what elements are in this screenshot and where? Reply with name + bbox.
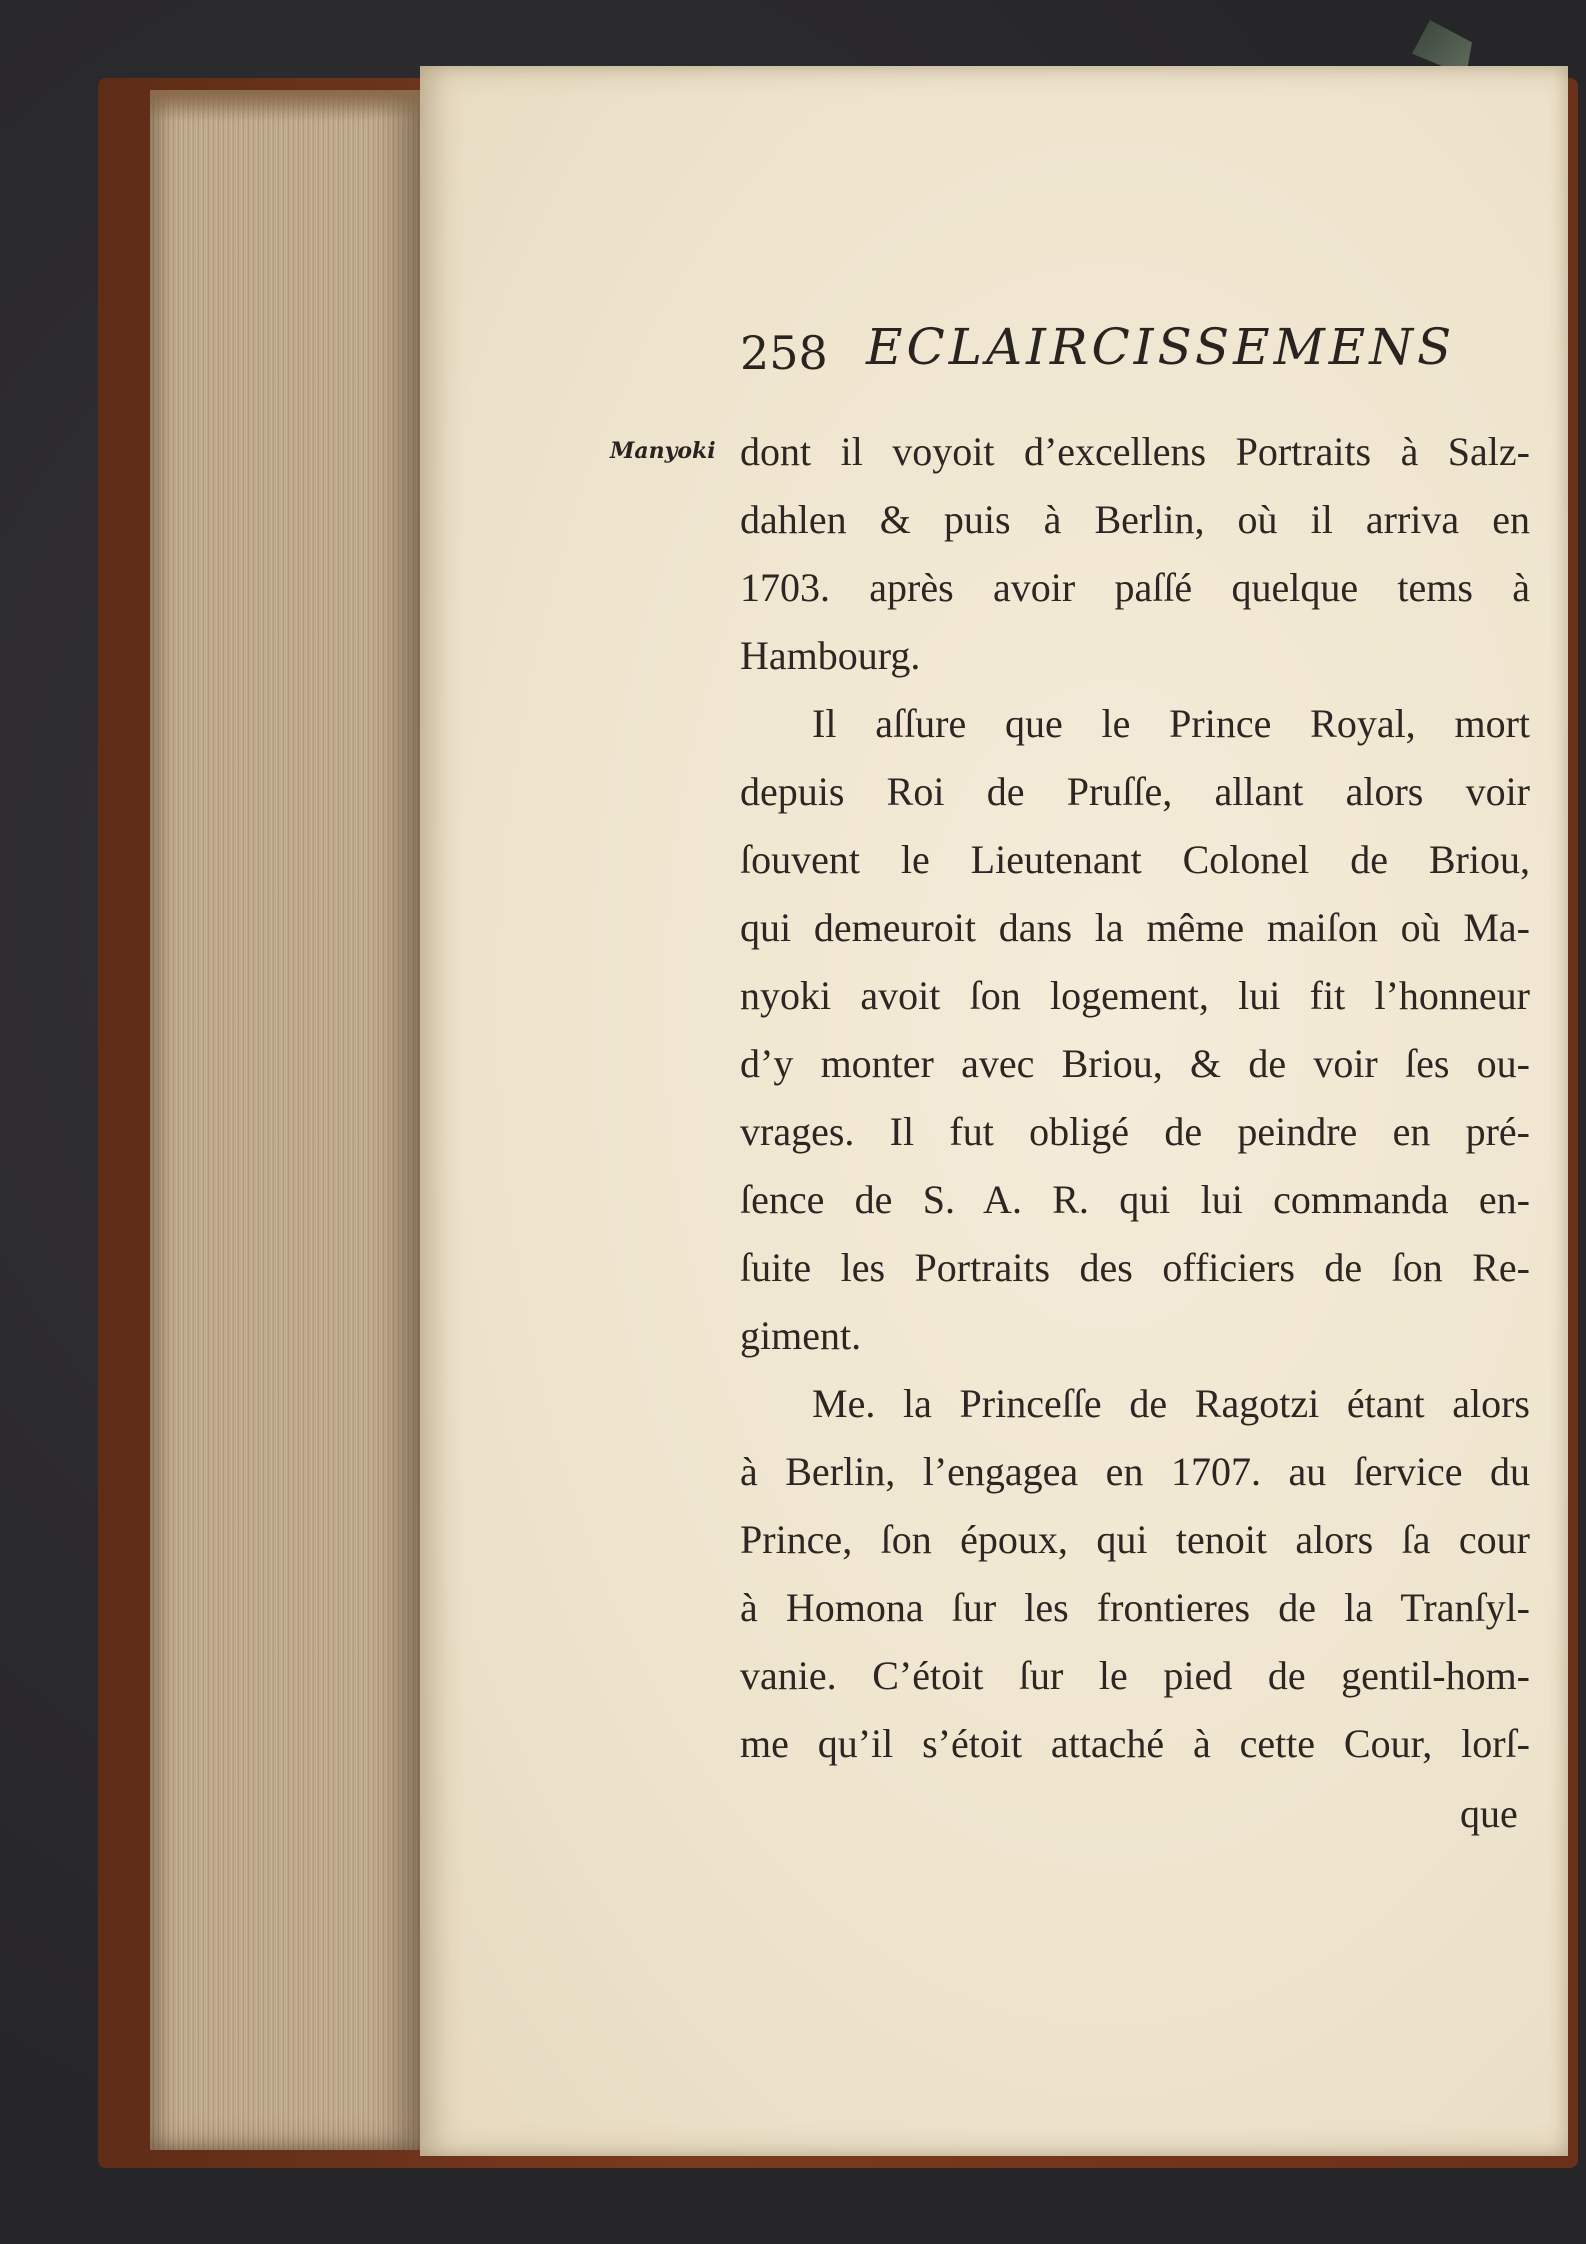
text-line: ſence de S. A. R. qui lui commanda en- <box>740 1177 1530 1222</box>
text-line: vrages. Il fut obligé de peindre en pré- <box>740 1109 1530 1154</box>
text-line: Me. la Princeſſe de Ragotzi étant alors <box>812 1381 1530 1426</box>
body-text <box>740 418 1530 1778</box>
text-line: à Homona ſur les frontieres de la Tranſyl- <box>740 1585 1530 1630</box>
text-line: ſuite les Portraits des officiers de ſon Re- <box>740 1245 1530 1290</box>
page-edge-shadow <box>150 90 420 120</box>
text-line: qui demeuroit dans la même maiſon où Ma- <box>740 905 1530 950</box>
page-number: 258 <box>740 326 828 380</box>
catchword: que <box>1460 1791 1518 1836</box>
margin-note: Manyoki <box>610 438 716 464</box>
text-line: dont il voyoit d’excellens Portraits à Salz- <box>740 429 1530 474</box>
running-title: ECLAIRCISSEMENS <box>866 318 1456 376</box>
page-fore-edge <box>150 90 420 2150</box>
text-line: giment. <box>740 1313 862 1358</box>
text-line: à Berlin, l’engagea en 1707. au ſervice du <box>740 1449 1530 1494</box>
text-line: depuis Roi de Pruſſe, allant alors voir <box>740 769 1530 814</box>
text-line: Hambourg. <box>740 633 921 678</box>
text-line: Prince, ſon époux, qui tenoit alors ſa cour <box>740 1517 1530 1562</box>
text-line: vanie. C’étoit ſur le pied de gentil-hom- <box>740 1653 1530 1698</box>
text-line: nyoki avoit ſon logement, lui fit l’honneur <box>740 973 1530 1018</box>
text-line: dahlen & puis à Berlin, où il arriva en <box>740 497 1530 542</box>
text-line: Il aſſure que le Prince Royal, mort <box>812 701 1530 746</box>
page-header <box>740 318 1520 388</box>
text-line: d’y monter avec Briou, & de voir ſes ou- <box>740 1041 1530 1086</box>
text-line: ſouvent le Lieutenant Colonel de Briou, <box>740 837 1530 882</box>
text-line: me qu’il s’étoit attaché à cette Cour, lorſ- <box>740 1721 1530 1766</box>
text-line: 1703. après avoir paſſé quelque tems à <box>740 565 1530 610</box>
